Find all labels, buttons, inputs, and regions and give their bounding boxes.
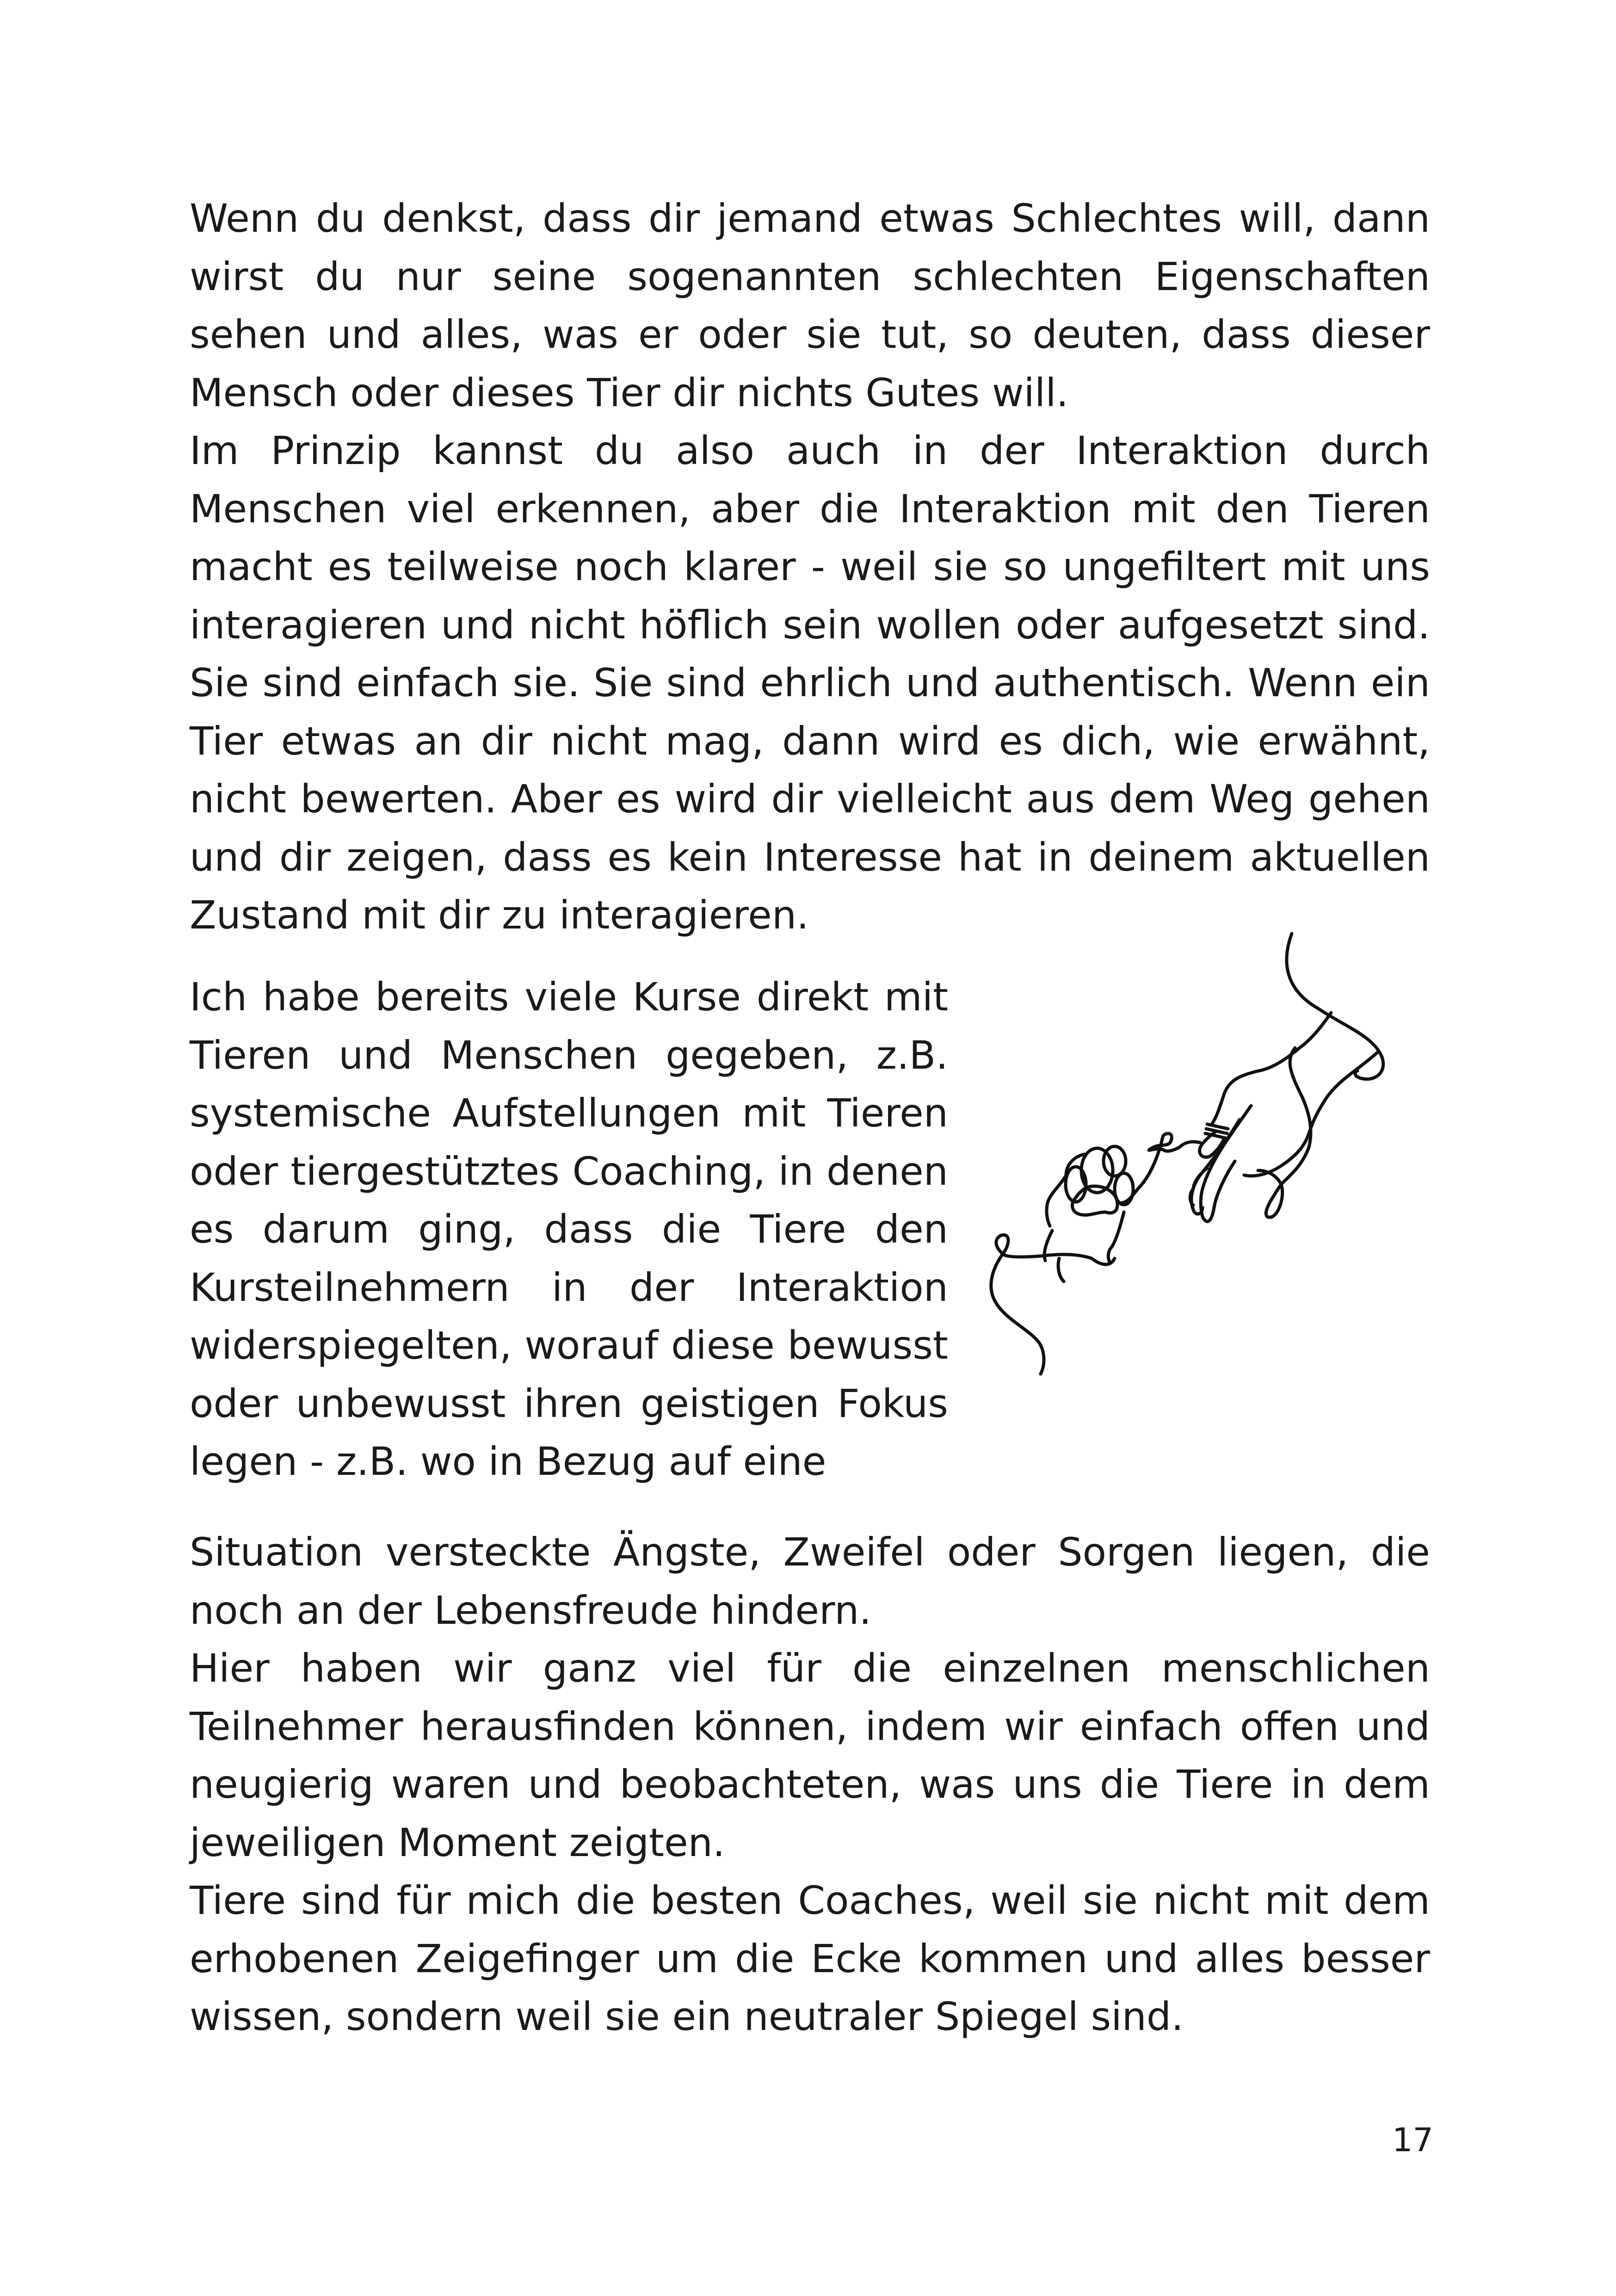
paragraph-3	[190, 1523, 1430, 2046]
text-line: es darum ging, dass die Tiere den	[190, 1207, 948, 1252]
text-line: erhobenen Zeigefinger um die Ecke kommen und alles besser	[190, 1936, 1430, 1981]
fingers	[1190, 1106, 1251, 1221]
text-line: legen - z.B. wo in Bezug auf eine	[190, 1439, 827, 1484]
text-line: Im Prinzip kannst du also auch in der Interaktion durch	[190, 428, 1430, 473]
text-line: Kursteilnehmern in der Interaktion	[190, 1264, 948, 1310]
text-line: sehen und alles, was er oder sie tut, so deuten, dass dieser	[190, 312, 1430, 357]
text-line: oder tiergestütztes Coaching, in denen	[190, 1148, 948, 1194]
text-line: jeweiligen Moment zeigten.	[190, 1819, 725, 1865]
text-line: Mensch oder dieses Tier dir nichts Gutes will.	[190, 370, 1069, 415]
text-line: Tiere sind für mich die besten Coaches, weil sie nicht mit dem	[190, 1878, 1430, 1923]
text-line: Situation versteckte Ängste, Zweifel oder Sorgen liegen, die	[190, 1529, 1430, 1575]
text-line: wissen, sondern weil sie ein neutraler Spiegel sind.	[190, 1994, 1184, 2039]
hand-and-paw-illustration	[976, 925, 1415, 1471]
paw-icon	[1044, 1146, 1133, 1281]
text-line: Tieren und Menschen gegeben, z.B.	[190, 1032, 948, 1078]
text-line: Zustand mit dir zu interagieren.	[190, 892, 809, 938]
paragraph-2	[190, 968, 948, 1491]
string-top	[1287, 934, 1383, 1079]
page-number: 17	[1392, 2121, 1434, 2159]
text-line: macht es teilweise noch klarer - weil sie so ungefiltert mit uns	[190, 544, 1430, 589]
text-line: nicht bewerten. Aber es wird dir vielleicht aus dem Weg gehen	[190, 776, 1430, 822]
hand-outline	[1212, 1013, 1331, 1124]
paragraph-1	[190, 190, 1430, 945]
text-line: Sie sind einfach sie. Sie sind ehrlich und authentisch. Wenn ein	[190, 660, 1430, 706]
text-line: Hier haben wir ganz viel für die einzelnen menschlichen	[190, 1646, 1430, 1691]
text-line: Wenn du denkst, dass dir jemand etwas Schlechtes will, dann	[190, 196, 1430, 241]
text-line: Menschen viel erkennen, aber die Interaktion mit den Tieren	[190, 486, 1430, 532]
text-line: oder unbewusst ihren geistigen Fokus	[190, 1380, 948, 1426]
text-line: wirst du nur seine sogenannten schlechten Eigenschaften	[190, 254, 1430, 299]
text-line: interagieren und nicht höflich sein wollen oder aufgesetzt sind.	[190, 602, 1430, 648]
text-line: Teilnehmer herausfinden können, indem wir einfach offen und	[190, 1703, 1430, 1749]
string-bottom	[991, 1235, 1115, 1374]
text-line: und dir zeigen, dass es kein Interesse hat in deinem aktuellen	[190, 834, 1430, 880]
text-line: Tier etwas an dir nicht mag, dann wird es dich, wie erwähnt,	[190, 718, 1430, 764]
text-line: Ich habe bereits viele Kurse direkt mit	[190, 974, 948, 1020]
text-line: noch an der Lebensfreude hindern.	[190, 1587, 872, 1633]
text-line: systemische Aufstellungen mit Tieren	[190, 1090, 948, 1136]
string-through-hand	[1258, 1048, 1311, 1217]
text-line: neugierig waren und beobachteten, was uns die Tiere in dem	[190, 1762, 1430, 1807]
text-line: widerspiegelten, worauf diese bewusst	[190, 1323, 948, 1368]
